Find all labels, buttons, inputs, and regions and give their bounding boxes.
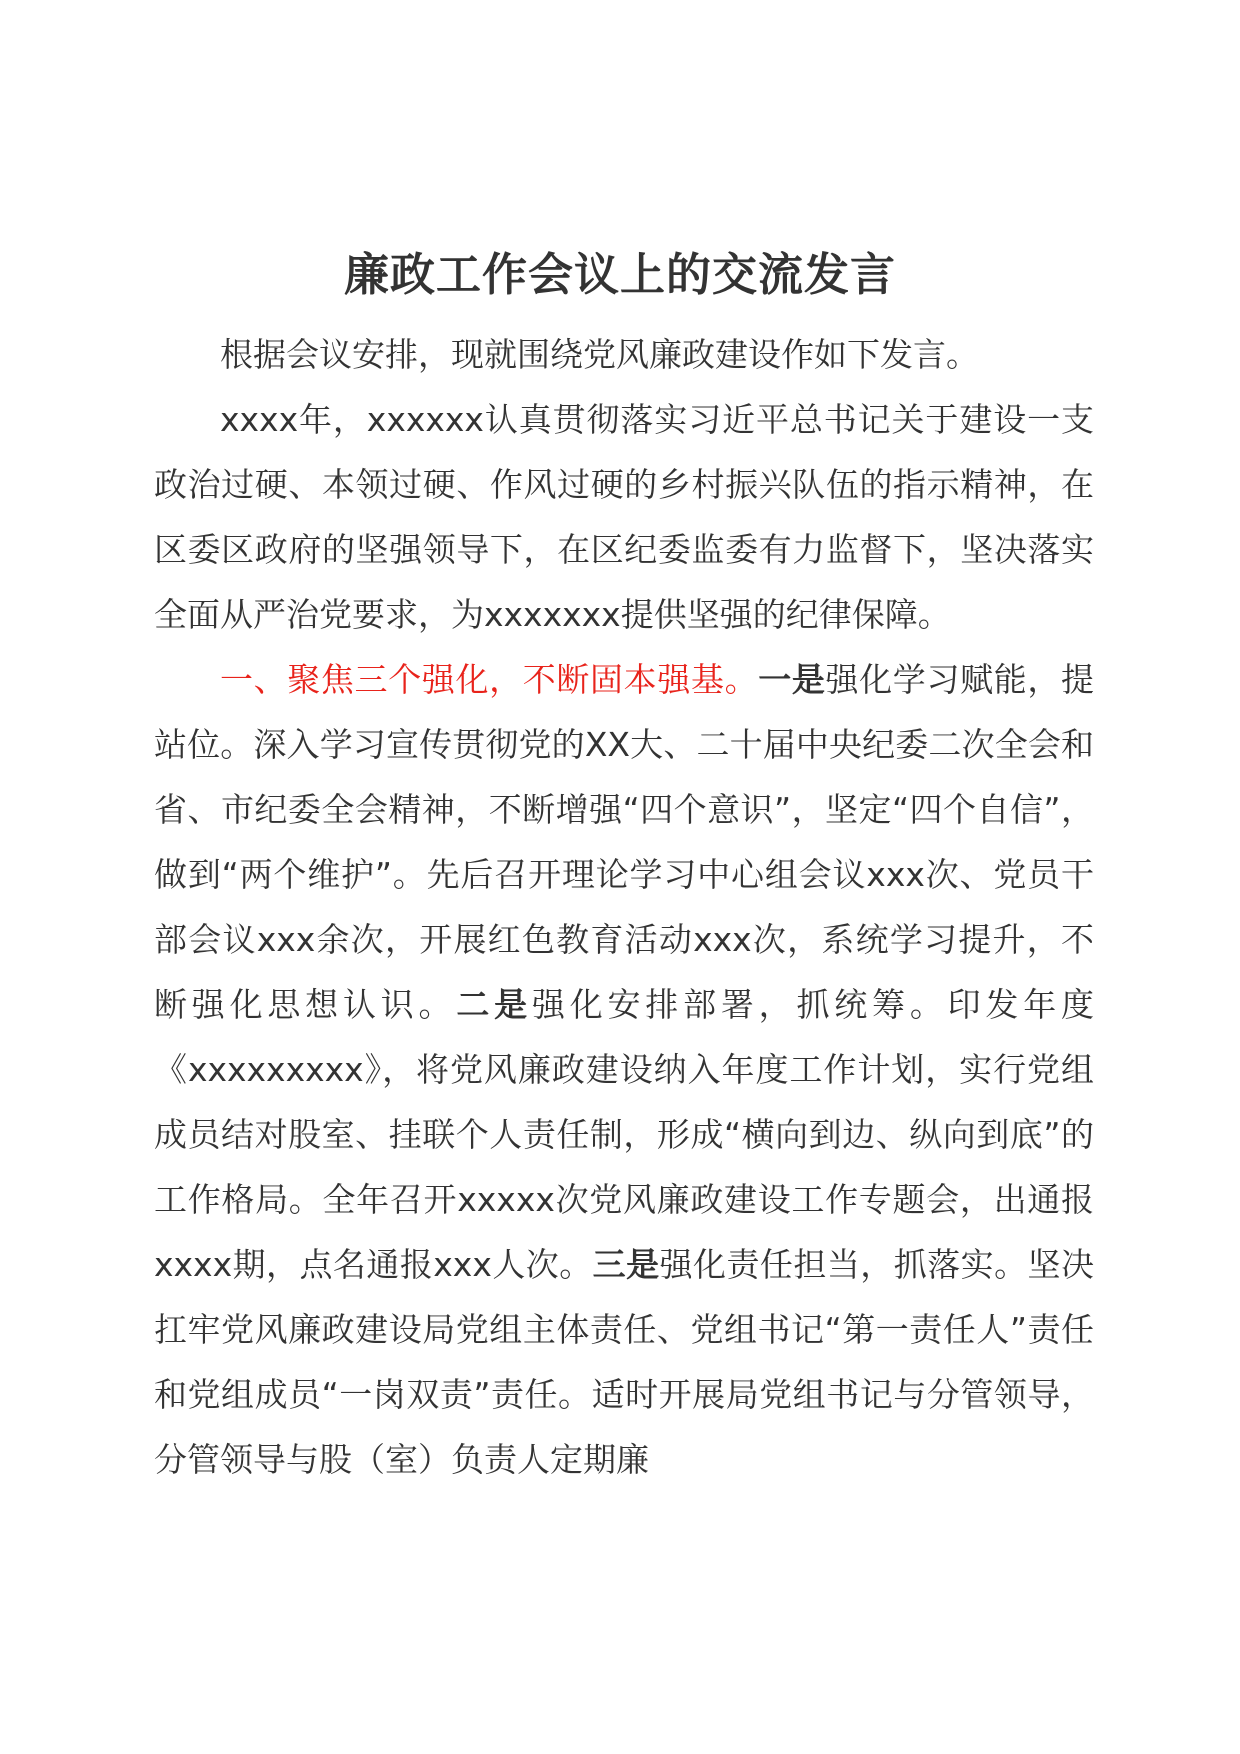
point-1-label: 一是: [758, 660, 826, 699]
point-2-text: 强化安排部署，抓统筹。印发年度《xxxxxxxxx》，将党风廉政建设纳入年度工作计划，实行党组成员结对股室、挂联个人责任制，形成“横向到边、纵向到底”的工作格局。全年召开xxxxx次党风廉政建设工作专题会，出通报xxxx期，点名通报xxx人次。: [154, 985, 1095, 1284]
document-title: 廉政工作会议上的交流发言: [343, 248, 896, 301]
point-3-text: 强化责任担当，抓落实。坚决扛牢党风廉政建设局党组主体责任、党组书记“第一责任人”责任和党组成员“一岗双责”责任。适时开展局党组书记与分管领导，分管领导与股（室）负责人定期廉: [154, 1245, 1094, 1479]
document-body: [154, 322, 1094, 1492]
intro-paragraph: 根据会议安排，现就围绕党风廉政建设作如下发言。: [220, 335, 979, 374]
point-2-label: 二是: [456, 985, 532, 1024]
section-1-paragraph: [154, 647, 1094, 1492]
section-1-heading: 一、聚焦三个强化，不断固本强基。: [220, 660, 759, 699]
point-1-text: 强化学习赋能，提站位。深入学习宣传贯彻党的XX大、二十届中央纪委二次全会和省、市纪委全会精神，不断增强“四个意识”，坚定“四个自信”，做到“两个维护”。先后召开理论学习中心组会议xxx次、党员干部会议xxx余次，开展红色教育活动xxx次，系统学习提升，不断强化思想认识。: [154, 660, 1095, 1024]
summary-paragraph: xxxx年，xxxxxx认真贯彻落实习近平总书记关于建设一支政治过硬、本领过硬、作风过硬的乡村振兴队伍的指示精神，在区委区政府的坚强领导下，在区纪委监委有力监督下，坚决落实全面从严治党要求，为xxxxxxx提供坚强的纪律保障。: [154, 400, 1094, 634]
point-3-label: 三是: [592, 1245, 660, 1284]
